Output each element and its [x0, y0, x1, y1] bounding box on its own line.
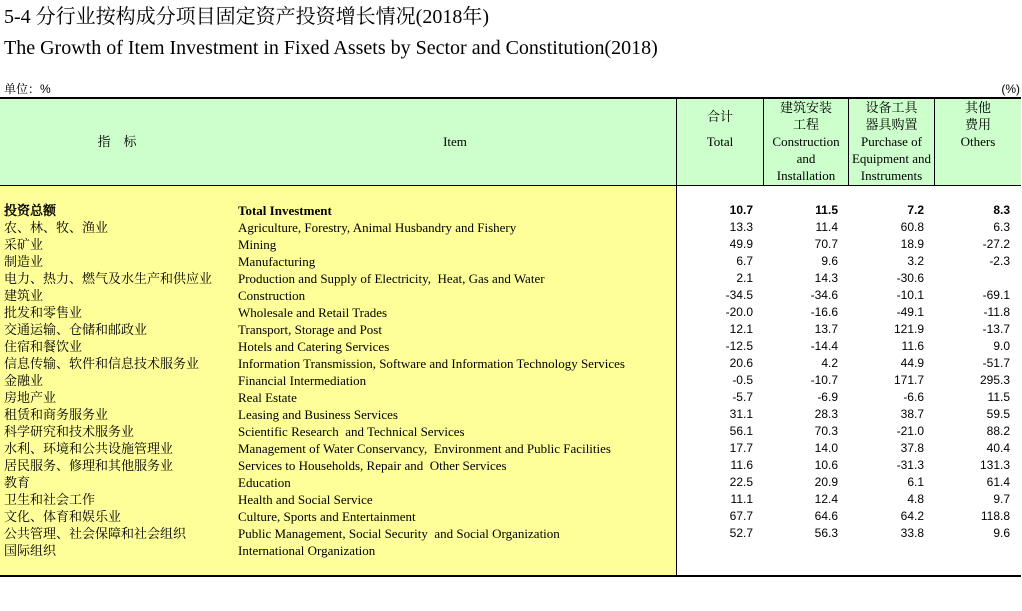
indicator-cn: 制造业 — [4, 254, 44, 269]
value-others: -11.8 — [983, 305, 1010, 319]
value-total: 22.5 — [729, 475, 753, 489]
value-others: 9.0 — [993, 339, 1010, 353]
unit-label-right: (%) — [1001, 82, 1020, 96]
value-construction: 14.3 — [814, 271, 838, 285]
value-construction: 11.4 — [815, 220, 838, 234]
value-others: -13.7 — [982, 322, 1010, 336]
indicator-en: Education — [238, 475, 291, 490]
value-construction: 64.6 — [814, 509, 838, 523]
indicator-en: Real Estate — [238, 390, 297, 405]
value-equipment: 44.9 — [900, 356, 924, 370]
value-others: 61.4 — [986, 475, 1010, 489]
value-others: 295.3 — [979, 373, 1010, 387]
value-total: 13.3 — [729, 220, 753, 234]
table-row — [0, 236, 1021, 253]
value-equipment: 7.2 — [907, 203, 924, 217]
value-construction — [764, 542, 849, 559]
header-line: 器具购置 — [865, 117, 918, 132]
value-construction: -10.7 — [810, 373, 838, 387]
header-construction — [764, 99, 849, 185]
table-row — [0, 525, 1021, 542]
value-others: 6.3 — [993, 220, 1010, 234]
value-total: 12.1 — [729, 322, 753, 336]
table-row — [0, 440, 1021, 457]
indicator-en: Management of Water Conservancy, Environment and Public Facilities — [238, 441, 611, 456]
value-equipment: 3.2 — [907, 254, 924, 268]
indicator-cn: 农、林、牧、渔业 — [4, 220, 109, 235]
indicator-en: Leasing and Business Services — [238, 407, 398, 422]
indicator-en: Transport, Storage and Post — [238, 322, 382, 337]
value-construction: -16.6 — [810, 305, 838, 319]
table-row — [0, 338, 1021, 355]
indicator-cn: 建筑业 — [4, 288, 44, 303]
table-row — [0, 270, 1021, 287]
value-others: 8.3 — [993, 203, 1010, 217]
indicator-cn: 批发和零售业 — [4, 305, 83, 320]
value-others: 131.3 — [979, 458, 1010, 472]
value-total: -12.5 — [725, 339, 753, 353]
value-construction: 13.7 — [814, 322, 838, 336]
value-construction: -6.9 — [817, 390, 838, 404]
value-total: 6.7 — [736, 254, 753, 268]
value-others: 118.8 — [980, 509, 1010, 523]
value-equipment: 11.6 — [901, 339, 924, 353]
header-line: Others — [960, 134, 996, 149]
value-total: 67.7 — [729, 509, 753, 523]
value-construction: 70.7 — [814, 237, 838, 251]
header-line: 费用 — [964, 117, 991, 132]
indicator-cn: 交通运输、仓储和邮政业 — [4, 322, 148, 337]
value-total: 11.6 — [730, 458, 753, 472]
value-total: -0.5 — [732, 373, 753, 387]
indicator-en: Financial Intermediation — [238, 373, 367, 388]
value-construction: 20.9 — [814, 475, 838, 489]
value-total — [677, 542, 764, 559]
indicator-cn: 投资总额 — [4, 203, 57, 218]
header-line: 合计 — [706, 109, 733, 124]
value-equipment: 4.8 — [907, 492, 924, 506]
indicator-cn: 居民服务、修理和其他服务业 — [4, 458, 174, 473]
header-line: and — [796, 151, 816, 166]
indicator-cn: 国际组织 — [4, 543, 57, 558]
indicator-cn: 公共管理、社会保障和社会组织 — [4, 526, 187, 541]
indicator-en: Production and Supply of Electricity, Heat, Gas and Water — [238, 271, 545, 286]
header-line: Purchase of — [860, 134, 922, 149]
value-construction: 70.3 — [814, 424, 838, 438]
value-others: 59.5 — [986, 407, 1010, 421]
indicator-cn: 科学研究和技术服务业 — [4, 424, 135, 439]
header-line: Total — [706, 134, 734, 149]
indicator-en: Manufacturing — [238, 254, 316, 269]
indicator-cn: 信息传输、软件和信息技术服务业 — [4, 356, 200, 371]
indicator-en: Scientific Research and Technical Services — [238, 424, 465, 439]
value-others — [935, 542, 1021, 559]
indicator-cn: 金融业 — [4, 373, 44, 388]
value-others: 9.6 — [993, 526, 1010, 540]
value-equipment: 18.9 — [900, 237, 924, 251]
data-table — [0, 97, 1021, 577]
value-others: 88.2 — [986, 424, 1010, 438]
value-construction: -14.4 — [810, 339, 838, 353]
header-line: 工程 — [792, 117, 819, 132]
header-others — [935, 99, 1021, 185]
value-total: 20.6 — [729, 356, 753, 370]
value-equipment: -31.3 — [896, 458, 924, 472]
value-equipment: 171.7 — [893, 373, 924, 387]
value-construction: 12.4 — [814, 492, 838, 506]
table-body — [0, 186, 1021, 575]
value-total: 31.1 — [729, 407, 753, 421]
value-construction: 11.5 — [815, 203, 838, 217]
indicator-en: Hotels and Catering Services — [238, 339, 390, 354]
table-row — [0, 406, 1021, 423]
value-others: 11.5 — [987, 390, 1010, 404]
table-row — [0, 457, 1021, 474]
indicator-cn: 房地产业 — [4, 390, 57, 405]
value-equipment: 60.8 — [900, 220, 924, 234]
indicator-en: Construction — [238, 288, 306, 303]
table-row — [0, 219, 1021, 236]
value-construction: 56.3 — [814, 526, 838, 540]
indicator-en: Mining — [238, 237, 277, 252]
indicator-cn: 住宿和餐饮业 — [4, 339, 83, 354]
indicator-cn: 电力、热力、燃气及水生产和供应业 — [4, 271, 213, 286]
value-equipment — [849, 542, 935, 559]
header-equipment — [849, 99, 935, 185]
value-total: 56.1 — [729, 424, 753, 438]
header-item: Item — [234, 99, 677, 185]
value-equipment: 38.7 — [900, 407, 924, 421]
value-total: 49.9 — [729, 237, 753, 251]
header-line: 建筑安装 — [779, 100, 832, 115]
indicator-cn: 教育 — [4, 475, 31, 490]
table-row — [0, 355, 1021, 372]
value-construction: 4.2 — [821, 356, 838, 370]
indicator-cn: 采矿业 — [4, 237, 44, 252]
value-equipment: -49.1 — [896, 305, 924, 319]
value-total: 52.7 — [729, 526, 753, 540]
value-equipment: 64.2 — [900, 509, 924, 523]
value-equipment: 6.1 — [907, 475, 924, 489]
value-total: 10.7 — [729, 203, 753, 217]
value-equipment: -6.6 — [903, 390, 924, 404]
table-row — [0, 542, 1021, 559]
value-others: -2.3 — [989, 254, 1010, 268]
page-title: 5-4 分行业按构成分项目固定资产投资增长情况(2018年) — [4, 6, 489, 28]
page-subtitle: The Growth of Item Investment in Fixed Assets by Sector and Constitution(2018) — [4, 37, 658, 59]
header-line: 其他 — [964, 100, 991, 115]
indicator-cn: 文化、体育和娱乐业 — [4, 509, 122, 524]
value-others: -27.2 — [982, 237, 1010, 251]
table-row — [0, 304, 1021, 321]
value-total: -34.5 — [725, 288, 753, 302]
table-header — [0, 99, 1021, 186]
header-line: 设备工具 — [865, 100, 918, 115]
header-line: Installation — [776, 168, 836, 183]
value-construction: 14.0 — [814, 441, 838, 455]
header-line: Construction — [772, 134, 840, 149]
value-construction: 9.6 — [821, 254, 838, 268]
indicator-en: Wholesale and Retail Trades — [238, 305, 388, 320]
indicator-en: International Organization — [238, 543, 376, 558]
indicator-cn: 水利、环境和公共设施管理业 — [4, 441, 174, 456]
indicator-en: Health and Social Service — [238, 492, 373, 507]
value-total: 17.7 — [729, 441, 753, 455]
header-indicator: 指 标 — [97, 134, 137, 149]
value-others: 40.4 — [986, 441, 1010, 455]
indicator-en: Public Management, Social Security and Social Organization — [238, 526, 560, 541]
value-construction: 10.6 — [814, 458, 838, 472]
value-total: 2.1 — [736, 271, 753, 285]
value-total: -20.0 — [725, 305, 753, 319]
value-equipment: -30.6 — [896, 271, 924, 285]
value-equipment: -10.1 — [896, 288, 924, 302]
table-row — [0, 321, 1021, 338]
table-row — [0, 372, 1021, 389]
indicator-en: Total Investment — [238, 203, 332, 218]
value-equipment: -21.0 — [896, 424, 924, 438]
indicator-en: Culture, Sports and Entertainment — [238, 509, 416, 524]
unit-label: 单位：% — [4, 82, 51, 96]
table-row — [0, 287, 1021, 304]
value-others: -51.7 — [982, 356, 1010, 370]
value-equipment: 37.8 — [900, 441, 924, 455]
value-others: 9.7 — [993, 492, 1010, 506]
value-equipment: 33.8 — [900, 526, 924, 540]
table-row — [0, 389, 1021, 406]
indicator-en: Information Transmission, Software and Information Technology Services — [238, 356, 625, 371]
header-line: Equipment and — [851, 151, 932, 166]
value-construction: -34.6 — [810, 288, 838, 302]
value-others: -69.1 — [982, 288, 1010, 302]
table-row — [0, 508, 1021, 525]
value-construction: 28.3 — [814, 407, 838, 421]
indicator-cn: 租赁和商务服务业 — [4, 407, 109, 422]
value-total: 11.1 — [730, 492, 753, 506]
table-row — [0, 202, 1021, 219]
indicator-en: Services to Households, Repair and Other Services — [238, 458, 507, 473]
header-total — [677, 99, 764, 185]
indicator-en: Agriculture, Forestry, Animal Husbandry and Fishery — [238, 220, 517, 235]
table-row — [0, 474, 1021, 491]
table-row — [0, 253, 1021, 270]
value-total: -5.7 — [732, 390, 753, 404]
table-row — [0, 491, 1021, 508]
indicator-cn: 卫生和社会工作 — [4, 492, 96, 507]
value-equipment: 121.9 — [893, 322, 924, 336]
table-row — [0, 423, 1021, 440]
value-others — [935, 270, 1021, 287]
header-line: Instruments — [860, 168, 923, 183]
